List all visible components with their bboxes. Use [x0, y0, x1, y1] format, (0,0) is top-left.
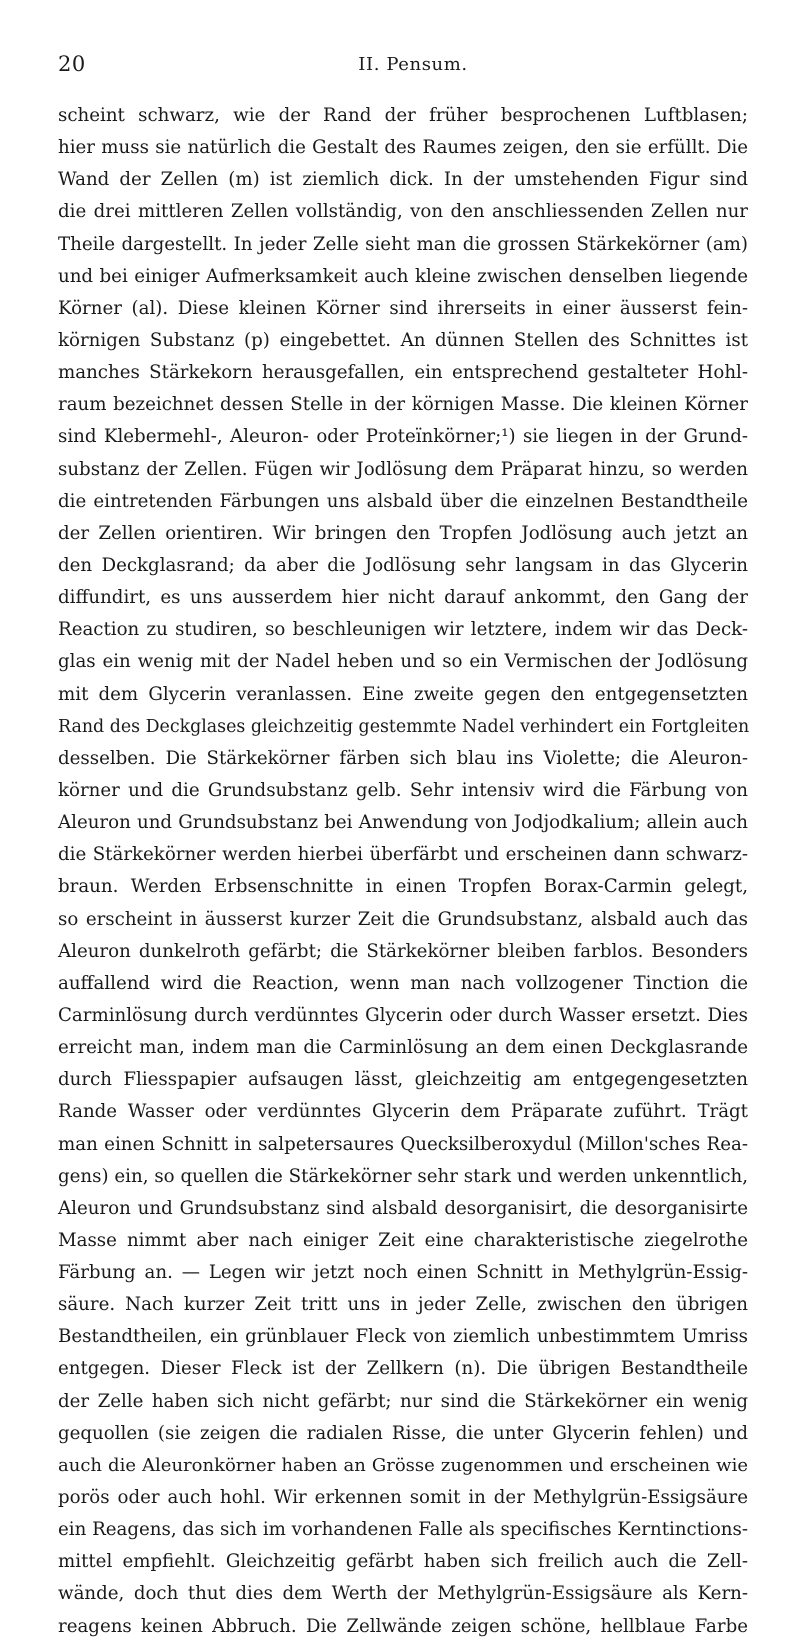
- text-line: gens) ein, so quellen die Stärkekörner sehr stark und werden unkenntlich,: [58, 1165, 748, 1187]
- text-line: glas ein wenig mit der Nadel heben und so ein Vermischen der Jodlösung: [58, 651, 748, 673]
- text-line: scheint schwarz, wie der Rand der früher besprochenen Luftblasen;: [58, 105, 748, 126]
- text-line: körner und die Grundsubstanz gelb. Sehr intensiv wird die Färbung von: [58, 779, 748, 801]
- body-text: [58, 100, 748, 1643]
- text-line: Aleuron dunkelroth gefärbt; die Stärkekörner bleiben farblos. Besonders: [58, 940, 748, 962]
- text-line: raum bezeichnet dessen Stelle in der körnigen Masse. Die kleinen Körner: [58, 394, 748, 416]
- text-line: auch die Aleuronkörner haben an Grösse zugenommen und erscheinen wie: [58, 1454, 748, 1476]
- text-line: Aleuron und Grundsubstanz sind alsbald desorganisirt, die desorganisirte: [58, 1197, 748, 1219]
- text-line: so erscheint in äusserst kurzer Zeit die Grundsubstanz, alsbald auch das: [58, 908, 748, 930]
- text-line: durch Fliesspapier aufsaugen lässt, gleichzeitig am entgegengesetzten: [58, 1069, 748, 1091]
- text-line: säure. Nach kurzer Zeit tritt uns in jeder Zelle, zwischen den übrigen: [58, 1294, 748, 1316]
- text-line: die eintretenden Färbungen uns alsbald über die einzelnen Bestandtheile: [58, 490, 748, 512]
- text-line: die drei mittleren Zellen vollständig, von den anschliessenden Zellen nur: [58, 201, 748, 223]
- text-line: körnigen Substanz (p) eingebettet. An dünnen Stellen des Schnittes ist: [58, 329, 748, 351]
- text-line: und bei einiger Aufmerksamkeit auch kleine zwischen denselben liegende: [58, 265, 748, 287]
- text-line: entgegen. Dieser Fleck ist der Zellkern (n). Die übrigen Bestandtheile: [58, 1358, 748, 1380]
- text-line: der Zelle haben sich nicht gefärbt; nur sind die Stärkekörner ein wenig: [58, 1390, 748, 1412]
- text-line: Masse nimmt aber nach einiger Zeit eine charakteristische ziegelrothe: [58, 1229, 748, 1251]
- text-line: Färbung an. — Legen wir jetzt noch einen Schnitt in Methylgrün-Essig-: [58, 1262, 748, 1284]
- text-line: braun. Werden Erbsenschnitte in einen Tropfen Borax-Carmin gelegt,: [58, 876, 748, 898]
- text-line: Bestandtheilen, ein grünblauer Fleck von ziemlich unbestimmtem Umriss: [58, 1326, 748, 1348]
- text-line: Wand der Zellen (m) ist ziemlich dick. In der umstehenden Figur sind: [58, 169, 748, 191]
- text-line: ein Reagens, das sich im vorhandenen Falle als specifisches Kerntinctions-: [58, 1519, 748, 1541]
- text-line: Rand des Deckglases gleichzeitig gestemmte Nadel verhindert ein Fortgleiten: [58, 716, 750, 737]
- text-line: sind Klebermehl-, Aleuron- oder Proteïnkörner;¹) sie liegen in der Grund-: [58, 426, 748, 448]
- text-line: Carminlösung durch verdünntes Glycerin oder durch Wasser ersetzt. Dies: [58, 1004, 748, 1026]
- running-head: [58, 52, 748, 82]
- text-line: porös oder auch hohl. Wir erkennen somit in der Methylgrün-Essigsäure: [58, 1487, 748, 1509]
- text-line: mittel empfiehlt. Gleichzeitig gefärbt haben sich freilich auch die Zell-: [58, 1551, 748, 1573]
- text-line: Rande Wasser oder verdünntes Glycerin dem Präparate zuführt. Trägt: [58, 1101, 748, 1123]
- text-line: wände, doch thut dies dem Werth der Methylgrün-Essigsäure als Kern-: [58, 1583, 748, 1605]
- text-line: reagens keinen Abbruch. Die Zellwände zeigen schöne, hellblaue Farbe: [58, 1615, 748, 1637]
- text-line: manches Stärkekorn herausgefallen, ein entsprechend gestalteter Hohl-: [58, 362, 748, 384]
- text-line: desselben. Die Stärkekörner färben sich blau ins Violette; die Aleuron-: [58, 747, 748, 769]
- text-line: Theile dargestellt. In jeder Zelle sieht man die grossen Stärkekörner (am): [58, 233, 748, 255]
- text-line: diffundirt, es uns ausserdem hier nicht darauf ankommt, den Gang der: [58, 587, 748, 609]
- text-line: hier muss sie natürlich die Gestalt des Raumes zeigen, den sie erfüllt. Die: [58, 137, 748, 159]
- text-line: Reaction zu studiren, so beschleunigen wir letztere, indem wir das Deck-: [58, 619, 748, 641]
- text-line: den Deckglasrand; da aber die Jodlösung sehr langsam in das Glycerin: [58, 554, 748, 576]
- page-number: 20: [58, 52, 86, 76]
- text-line: substanz der Zellen. Fügen wir Jodlösung dem Präparat hinzu, so werden: [58, 458, 748, 480]
- text-line: erreicht man, indem man die Carminlösung an dem einen Deckglasrande: [58, 1037, 748, 1059]
- text-line: Aleuron und Grundsubstanz bei Anwendung von Jodjodkalium; allein auch: [58, 812, 748, 834]
- text-line: auffallend wird die Reaction, wenn man nach vollzogener Tinction die: [58, 972, 748, 994]
- text-line: gequollen (sie zeigen die radialen Risse, die unter Glycerin fehlen) und: [58, 1422, 748, 1444]
- text-line: der Zellen orientiren. Wir bringen den Tropfen Jodlösung auch jetzt an: [58, 522, 748, 544]
- text-line: mit dem Glycerin veranlassen. Eine zweite gegen den entgegensetzten: [58, 683, 748, 705]
- running-title: II. Pensum.: [358, 54, 468, 75]
- text-line: Körner (al). Diese kleinen Körner sind ihrerseits in einer äusserst fein-: [58, 297, 748, 319]
- text-line: man einen Schnitt in salpetersaures Quecksilberoxydul (Millon'sches Rea-: [58, 1133, 748, 1155]
- text-line: die Stärkekörner werden hierbei überfärbt und erscheinen dann schwarz-: [58, 844, 748, 866]
